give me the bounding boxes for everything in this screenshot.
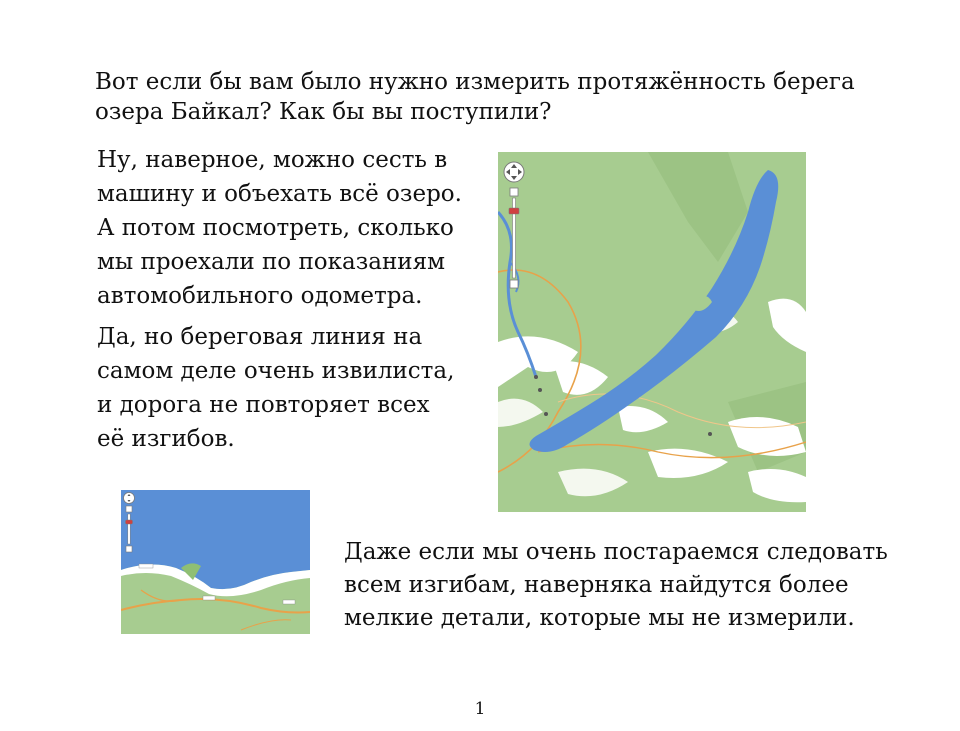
paragraph-line: А потом посмотреть, сколько bbox=[97, 215, 454, 241]
paragraph-line: Ну, наверное, можно сесть в bbox=[97, 147, 448, 173]
paragraph-line: её изгибов. bbox=[97, 426, 235, 452]
paragraph-line: Даже если мы очень постараемся следовать bbox=[344, 539, 888, 565]
intro-line: Вот если бы вам было нужно измерить протяжённость берега bbox=[95, 69, 855, 95]
intro-text bbox=[95, 67, 855, 127]
intro-line: озера Байкал? Как бы вы поступили? bbox=[95, 99, 552, 125]
paragraph-line: Да, но береговая линия на bbox=[97, 324, 423, 350]
paragraph-line: машину и объехать всё озеро. bbox=[97, 181, 462, 207]
baikal-map-large[interactable] bbox=[498, 152, 806, 512]
paragraph-drive-around bbox=[97, 143, 462, 313]
shoreline-map-small[interactable] bbox=[121, 490, 310, 634]
pan-control-icon bbox=[504, 162, 524, 182]
paragraph-line: самом деле очень извилиста, bbox=[97, 358, 455, 384]
baikal-map-image bbox=[498, 152, 806, 512]
pan-control-icon bbox=[124, 493, 135, 504]
shoreline-map-image bbox=[121, 490, 310, 634]
paragraph-line: автомобильного одометра. bbox=[97, 283, 423, 309]
paragraph-line: всем изгибам, наверняка найдутся более bbox=[344, 572, 849, 598]
paragraph-small-details bbox=[344, 536, 888, 635]
paragraph-line: и дорога не повторяет всех bbox=[97, 392, 430, 418]
page-number: 1 bbox=[474, 699, 486, 719]
paragraph-line: мелкие детали, которые мы не измерили. bbox=[344, 605, 855, 631]
paragraph-winding-coast bbox=[97, 320, 454, 456]
paragraph-line: мы проехали по показаниям bbox=[97, 249, 446, 275]
